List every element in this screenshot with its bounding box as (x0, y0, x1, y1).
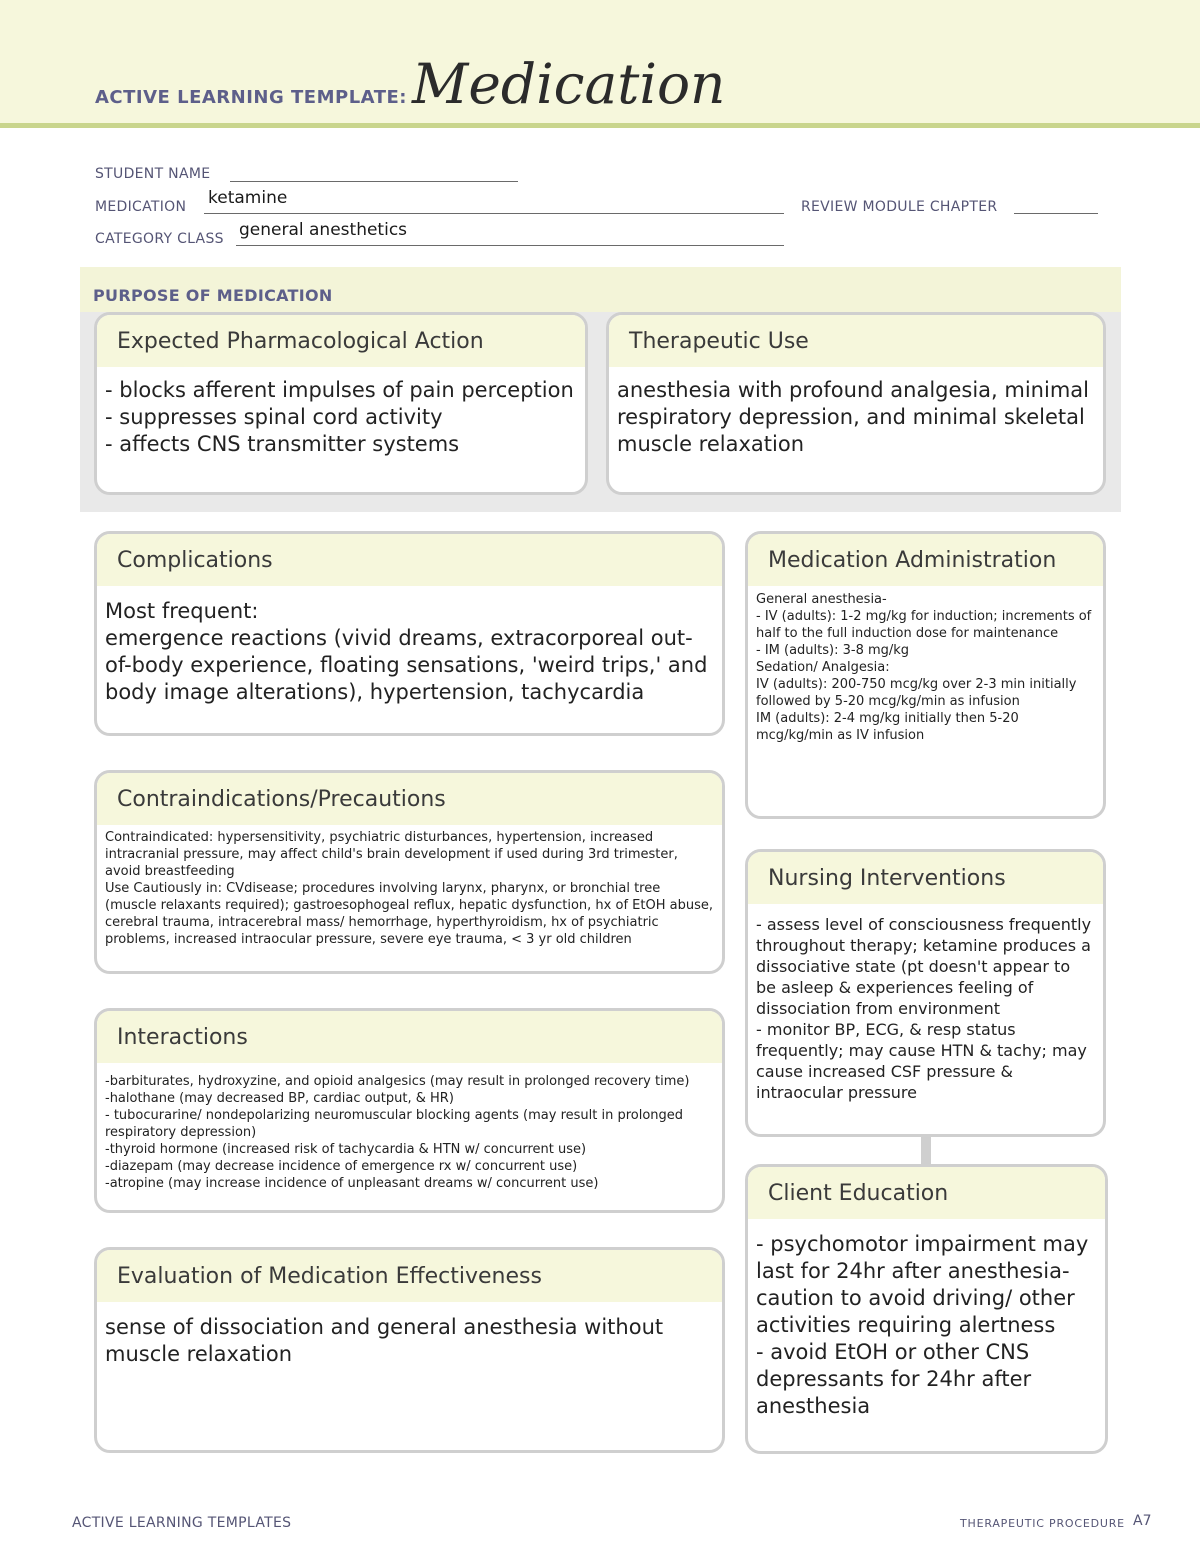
medication-value: ketamine (208, 188, 288, 208)
client-education-title: Client Education (748, 1167, 1105, 1219)
footer-right: THERAPEUTIC PROCEDURE (960, 1517, 1125, 1530)
review-module-field[interactable] (1014, 200, 1098, 214)
therapeutic-use-card (606, 312, 1106, 495)
medication-label: MEDICATION (95, 199, 187, 215)
review-module-label: REVIEW MODULE CHAPTER (801, 199, 998, 215)
therapeutic-use-body: anesthesia with profound analgesia, minimal respiratory depression, and minimal skeletal muscle relaxation (617, 378, 1089, 456)
medication-field[interactable] (204, 200, 784, 214)
student-name-field[interactable] (230, 168, 518, 182)
interactions-card (94, 1008, 725, 1213)
evaluation-card (94, 1247, 725, 1453)
complications-card (94, 531, 725, 736)
medication-administration-body: General anesthesia- - IV (adults): 1-2 mg/kg for induction; increments of half to the full induction dose for maintenance - IM (adults): 3-8 mg/kg Sedation/ Analgesia: IV (adults): 200-750 mcg/kg over 2-3 min initially followed by 5-20 mcg/kg/min as infusion IM (adults): 2-4 mg/kg initially then 5-20 mcg/kg/min as IV infusion (756, 592, 1092, 743)
category-class-label: CATEGORY CLASS (95, 231, 224, 247)
nursing-interventions-title: Nursing Interventions (748, 852, 1103, 904)
header-divider (0, 123, 1200, 128)
nursing-interventions-card (745, 849, 1106, 1137)
page-number: A7 (1133, 1513, 1152, 1529)
contraindications-card (94, 770, 725, 974)
connector-bar (921, 1134, 931, 1166)
complications-title: Complications (97, 534, 722, 586)
client-education-body: - psychomotor impairment may last for 24hr after anesthesia- caution to avoid driving/ other activities requiring alertness - avoid EtOH or other CNS depressants for 24hr after anesthesia (756, 1232, 1089, 1418)
interactions-title: Interactions (97, 1011, 722, 1063)
page-title: Medication (412, 52, 726, 116)
expected-action-card (94, 312, 588, 495)
template-label: ACTIVE LEARNING TEMPLATE: (95, 87, 407, 108)
medication-administration-title: Medication Administration (748, 534, 1103, 586)
medication-administration-card (745, 531, 1106, 819)
expected-action-body: - blocks afferent impulses of pain perception - suppresses spinal cord activity - affects CNS transmitter systems (105, 378, 574, 456)
evaluation-title: Evaluation of Medication Effectiveness (97, 1250, 722, 1302)
contraindications-body: Contraindicated: hypersensitivity, psychiatric disturbances, hypertension, increased intracranial pressure, may affect child's brain development if used during 3rd trimester, avoid breastfeeding Use Cautiously in: CVdisease; procedures involving larynx, pharynx, or bronchial tree (muscle relaxants required); gastroesophogeal reflux, hepatic dysfunction, hx of EtOH abuse, cerebral trauma, intracerebral mass/ hemorrhage, hyperthyroidism, hx of psychiatric problems, increased intraocular pressure, severe eye trauma, < 3 yr old children (105, 830, 713, 947)
contraindications-title: Contraindications/Precautions (97, 773, 722, 825)
nursing-interventions-body: - assess level of consciousness frequently throughout therapy; ketamine produces a dissociative state (pt doesn't appear to be asleep & experiences feeling of dissociation from environment - monitor BP, ECG, & resp status frequently; may cause HTN & tachy; may cause increased CSF pressure & intraocular pressure (756, 915, 1092, 1102)
therapeutic-use-title: Therapeutic Use (609, 315, 1103, 367)
footer-left: ACTIVE LEARNING TEMPLATES (72, 1515, 292, 1531)
category-class-value: general anesthetics (239, 220, 408, 240)
client-education-card (745, 1164, 1108, 1454)
interactions-body: -barbiturates, hydroxyzine, and opioid analgesics (may result in prolonged recovery time) -halothane (may decreased BP, cardiac output, & HR) - tubocurarine/ nondepolarizing neuromuscular blocking agents (may result in prolonged respiratory depression) -thyroid hormone (increased risk of tachycardia & HTN w/ concurrent use) -diazepam (may decrease incidence of emergence rx w/ concurrent use) -atropine (may increase incidence of unpleasant dreams w/ concurrent use) (105, 1074, 690, 1191)
student-name-label: STUDENT NAME (95, 166, 211, 182)
purpose-label: PURPOSE OF MEDICATION (93, 286, 333, 305)
expected-action-title: Expected Pharmacological Action (97, 315, 585, 367)
complications-body: Most frequent: emergence reactions (vivid dreams, extracorporeal out-of-body experience, floating sensations, 'weird trips,' and body image alterations), hypertension, tachycardia (105, 599, 708, 704)
evaluation-body: sense of dissociation and general anesthesia without muscle relaxation (105, 1315, 664, 1366)
